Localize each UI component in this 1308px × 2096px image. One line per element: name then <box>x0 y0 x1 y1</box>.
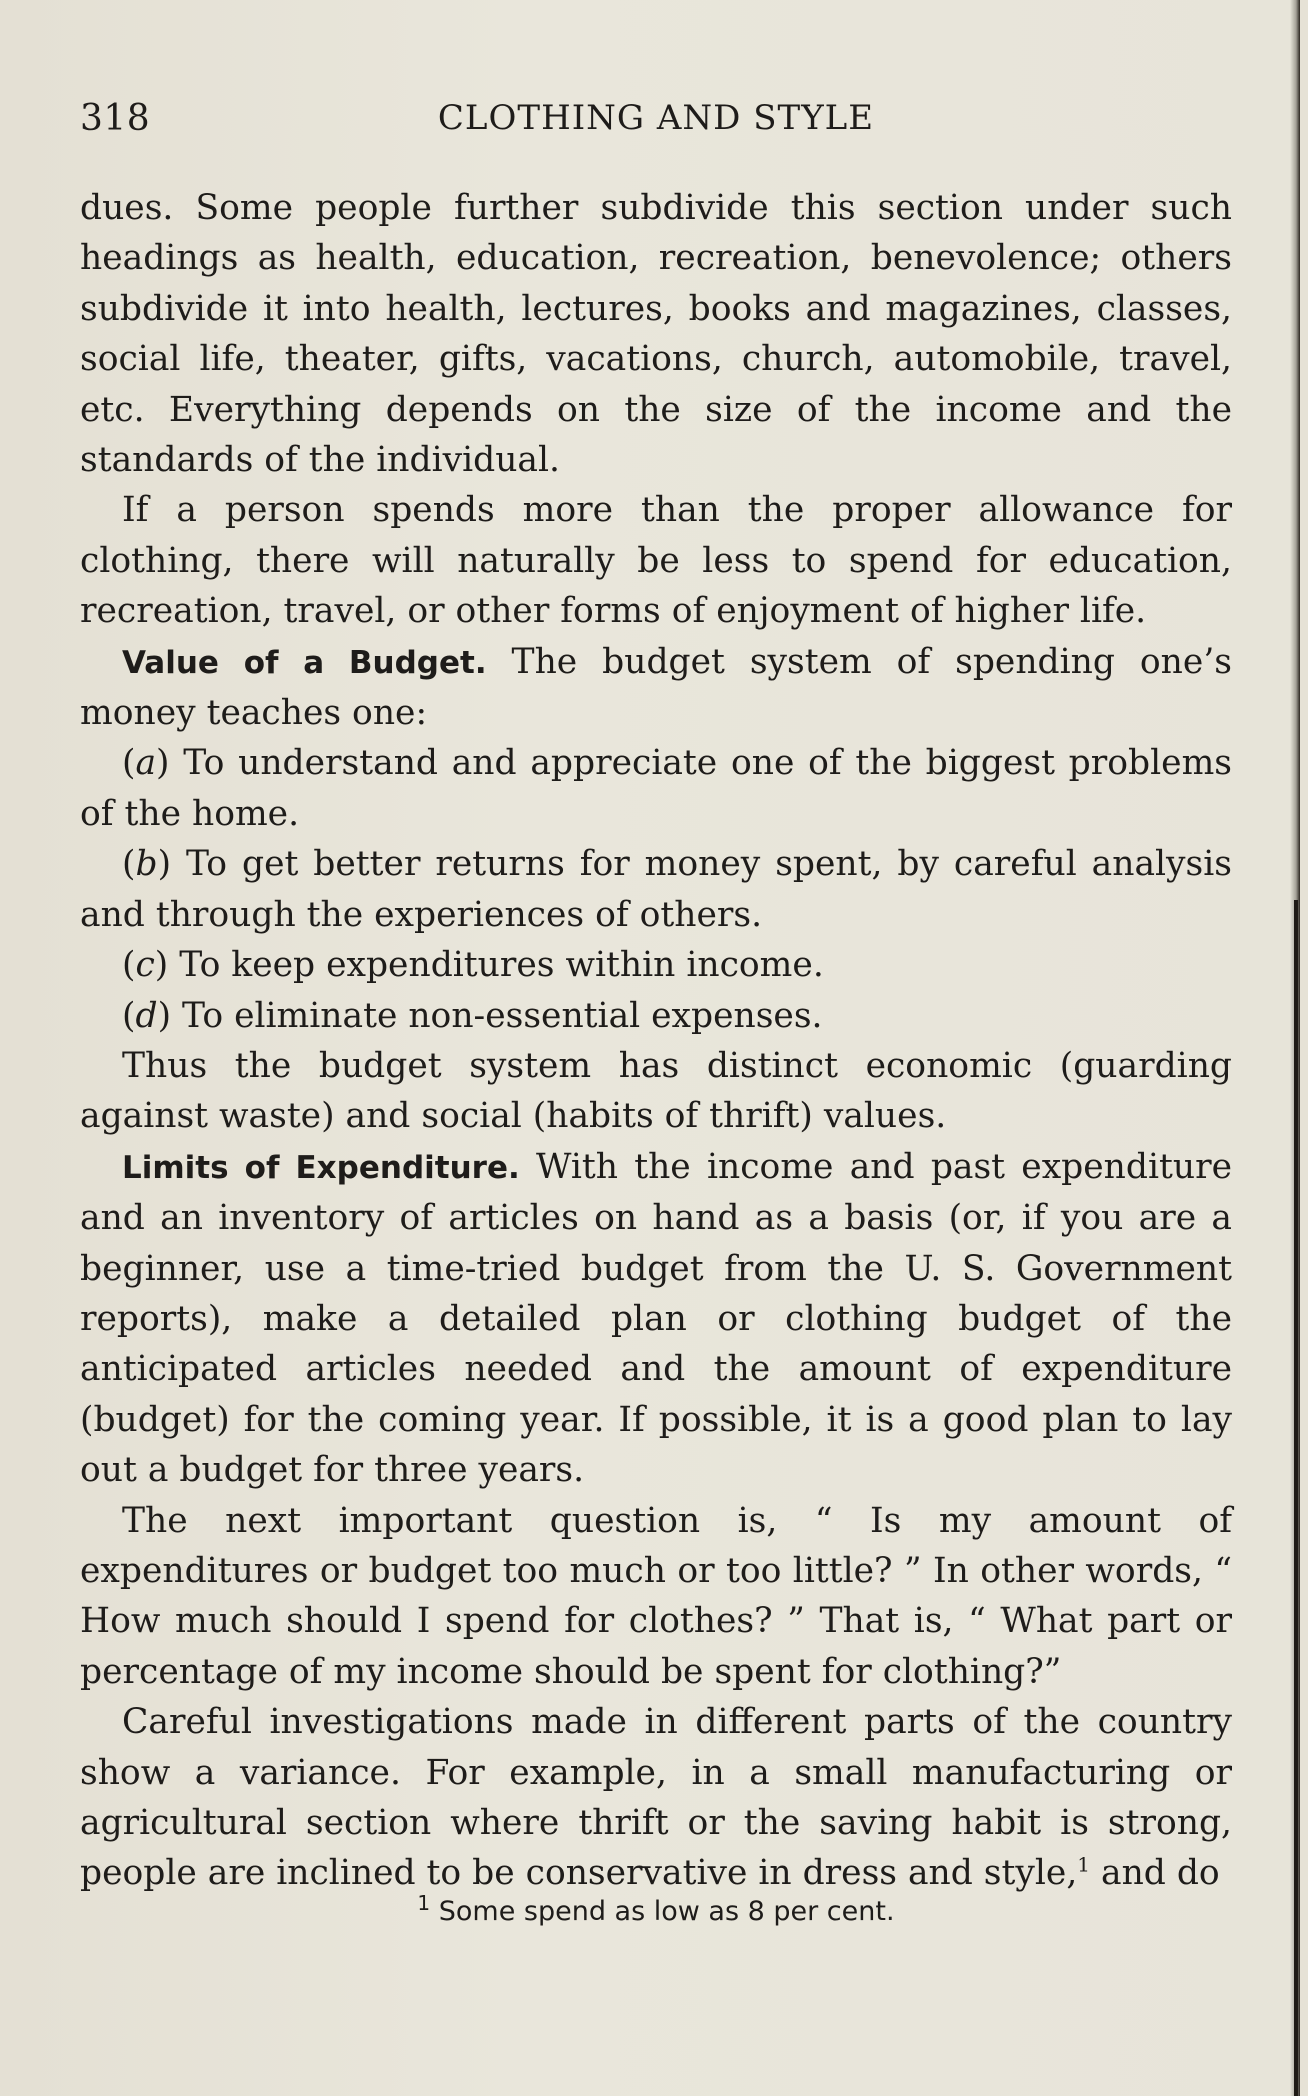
list-item-b: (b) To get better returns for money spent, by careful analysis and through the experiences of others. <box>80 844 1232 935</box>
list-item-d: (d) To eliminate non-essential expenses. <box>122 995 823 1036</box>
list-item-letter: a <box>135 743 157 784</box>
section-heading-value-of-budget: Value of a Budget. <box>122 644 487 681</box>
list-item-text: To keep expenditures within income. <box>168 945 824 986</box>
paragraph-text-end: and do <box>1090 1853 1220 1894</box>
footnote-marker: 1 <box>417 1891 431 1915</box>
paragraph-limits-of-expenditure <box>80 1142 1232 1496</box>
list-item-letter: c <box>135 945 155 986</box>
paragraph-important-question: The next important question is, “ Is my amount of expenditures or budget too much or too little? ” In other words, “ How much should I spend for clothes? ” That is, “ What part or percentage of my income should be spent for clothing?” <box>80 1500 1232 1692</box>
list-item-letter: d <box>135 995 158 1036</box>
list-item-a: (a) To understand and appreciate one of the biggest problems of the home. <box>80 743 1232 834</box>
footnote-text: Some spend as low as 8 per cent. <box>430 1896 895 1927</box>
paragraph-investigations <box>80 1697 1232 1899</box>
list-item-c: (c) To keep expenditures within income. <box>122 945 824 986</box>
body-text <box>80 183 1232 1899</box>
running-title: CLOTHING AND STYLE <box>437 98 875 138</box>
list-item-letter: b <box>135 844 158 885</box>
paragraph-text: With the income and past expenditure and an inventory of articles on hand as a basis (or, if you are a beginner, use a time-tried budget from the U. S. Government reports), make a detailed plan or clothing budget of the anticipated articles needed and the amount of expenditure (budget) for the coming year. If possible, it is a good plan to lay out a budget for three years. <box>80 1146 1232 1491</box>
list-item-text: To eliminate non-essential expenses. <box>171 995 823 1036</box>
footnote-reference: 1 <box>1077 1852 1091 1877</box>
page-header <box>80 98 1232 158</box>
paragraph-clothing-allowance: If a person spends more than the proper allowance for clothing, there will naturally be less to spend for education, recreation, travel, or other forms of enjoyment of higher life. <box>80 490 1232 632</box>
list-item-text: To understand and appreciate one of the biggest problems of the home. <box>80 743 1232 834</box>
list-item-text: To get better returns for money spent, by careful analysis and through the experiences of others. <box>80 844 1232 935</box>
footnote <box>80 1891 1232 1927</box>
paragraph-text: The budget system of spending one’s money teaches one: <box>80 641 1232 734</box>
paragraph-budget-values: Thus the budget system has distinct economic (guarding against waste) and social (habits of thrift) values. <box>80 1045 1232 1137</box>
paragraph-continuation: dues. Some people further subdivide this section under such headings as health, education, recreation, benevolence; others subdivide it into health, lectures, books and magazines, classes, social life, theater, gifts, vacations, church, automobile, travel, etc. Everything depends on the size of the income and the standards of the individual. <box>80 188 1232 481</box>
page-number: 318 <box>80 98 151 139</box>
page-edge-line <box>1294 900 1298 2096</box>
section-heading-limits-of-expenditure: Limits of Expenditure. <box>122 1149 520 1186</box>
paragraph-text: Careful investigations made in different parts of the country show a variance. For example, in a small manufacturing or agricultural section where thrift or the saving habit is strong, people are inclined to be conservative in dress and style, <box>80 1702 1232 1894</box>
paragraph-value-of-budget <box>80 637 1232 739</box>
